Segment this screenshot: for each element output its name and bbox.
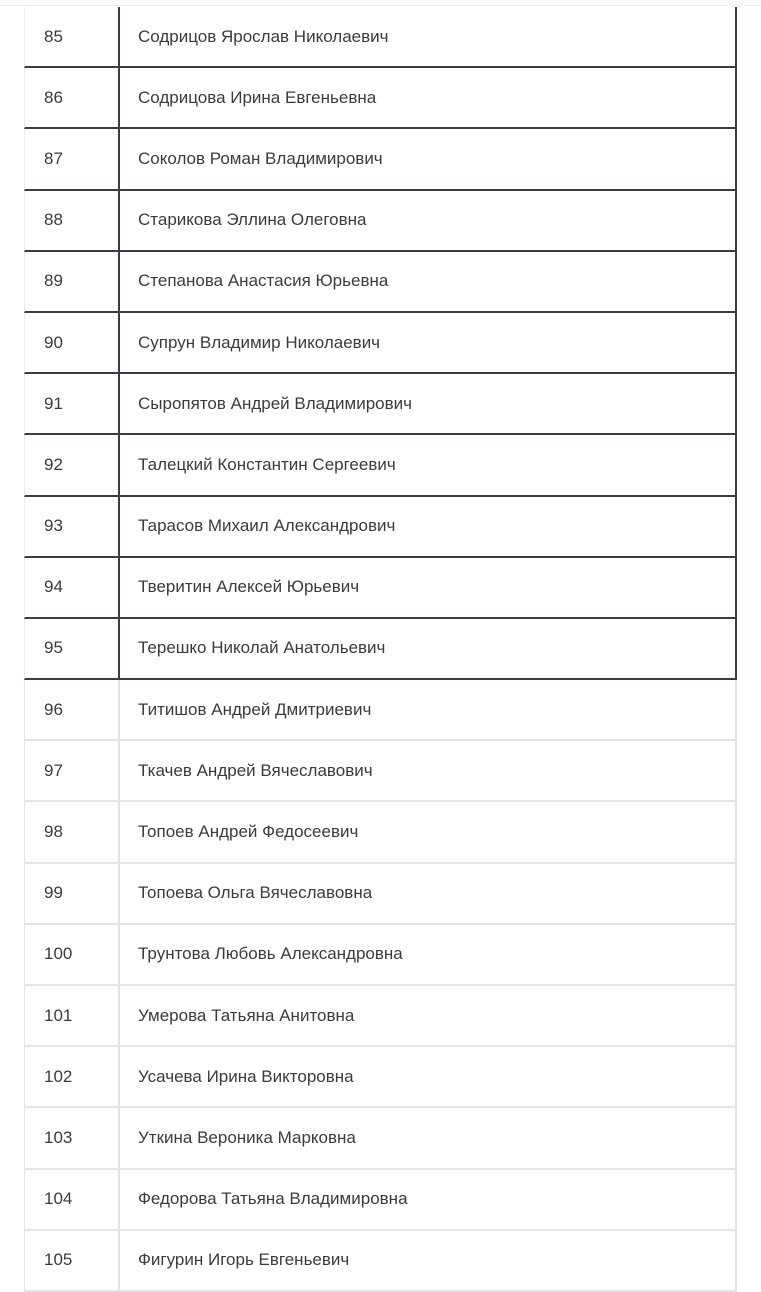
- row-number: 86: [25, 68, 120, 127]
- table-row: [24, 802, 737, 863]
- row-number: 105: [25, 1231, 120, 1290]
- row-number: 87: [25, 129, 120, 188]
- person-name: Старикова Эллина Олеговна: [138, 210, 367, 230]
- row-number: 102: [25, 1047, 120, 1106]
- person-name: Тверитин Алексей Юрьевич: [138, 577, 360, 597]
- person-name: Ткачев Андрей Вячеславович: [138, 760, 373, 780]
- person-name: Соколов Роман Владимирович: [138, 148, 383, 168]
- person-name: Степанова Анастасия Юрьевна: [138, 271, 389, 291]
- table-row: [24, 986, 737, 1047]
- table-row: [24, 741, 737, 802]
- row-number: 97: [25, 741, 120, 800]
- person-name: Сыропятов Андрей Владимирович: [138, 393, 413, 413]
- table-row: [24, 1170, 737, 1231]
- row-number: 99: [25, 864, 120, 923]
- person-name: Терешко Николай Анатольевич: [138, 638, 386, 658]
- table-row: [24, 435, 737, 496]
- row-number: 89: [25, 252, 120, 311]
- row-number: 88: [25, 191, 120, 250]
- person-name: Титишов Андрей Дмитриевич: [138, 699, 372, 719]
- person-name: Тарасов Михаил Александрович: [138, 516, 396, 536]
- row-number: 91: [25, 374, 120, 433]
- row-number: 98: [25, 802, 120, 861]
- person-name: Супрун Владимир Николаевич: [138, 332, 381, 352]
- person-name: Содрицова Ирина Евгеньевна: [138, 87, 377, 107]
- person-name: Талецкий Константин Сергеевич: [138, 454, 396, 474]
- person-name: Трунтова Любовь Александровна: [138, 944, 403, 964]
- row-number: 85: [25, 7, 120, 66]
- row-number: 95: [25, 619, 120, 678]
- row-number: 104: [25, 1170, 120, 1229]
- row-number: 103: [25, 1108, 120, 1167]
- table-row: [24, 864, 737, 925]
- table-row: [24, 558, 737, 619]
- table-row: [24, 925, 737, 986]
- table-row: [24, 1047, 737, 1108]
- page-top-divider: [0, 5, 761, 6]
- row-number: 90: [25, 313, 120, 372]
- person-name: Умерова Татьяна Анитовна: [138, 1005, 355, 1025]
- person-name: Усачева Ирина Викторовна: [138, 1066, 354, 1086]
- names-table: [24, 7, 737, 1292]
- table-row: [24, 191, 737, 252]
- table-row: [24, 1231, 737, 1292]
- table-row: [24, 252, 737, 313]
- table-row: [24, 68, 737, 129]
- table-row: [24, 497, 737, 558]
- row-number: 96: [25, 680, 120, 739]
- person-name: Топоева Ольга Вячеславовна: [138, 883, 373, 903]
- table-row: [24, 680, 737, 741]
- person-name: Фигурин Игорь Евгеньевич: [138, 1250, 350, 1270]
- table-row: [24, 1108, 737, 1169]
- person-name: Федорова Татьяна Владимировна: [138, 1189, 408, 1209]
- person-name: Топоев Андрей Федосеевич: [138, 822, 359, 842]
- table-row: [24, 129, 737, 190]
- person-name: Содрицов Ярослав Николаевич: [138, 26, 389, 46]
- row-number: 100: [25, 925, 120, 984]
- table-row: [24, 313, 737, 374]
- table-row: [24, 374, 737, 435]
- row-number: 92: [25, 435, 120, 494]
- row-number: 93: [25, 497, 120, 556]
- table-row: [24, 619, 737, 680]
- row-number: 101: [25, 986, 120, 1045]
- table-row: [24, 7, 737, 68]
- person-name: Уткина Вероника Марковна: [138, 1127, 356, 1147]
- row-number: 94: [25, 558, 120, 617]
